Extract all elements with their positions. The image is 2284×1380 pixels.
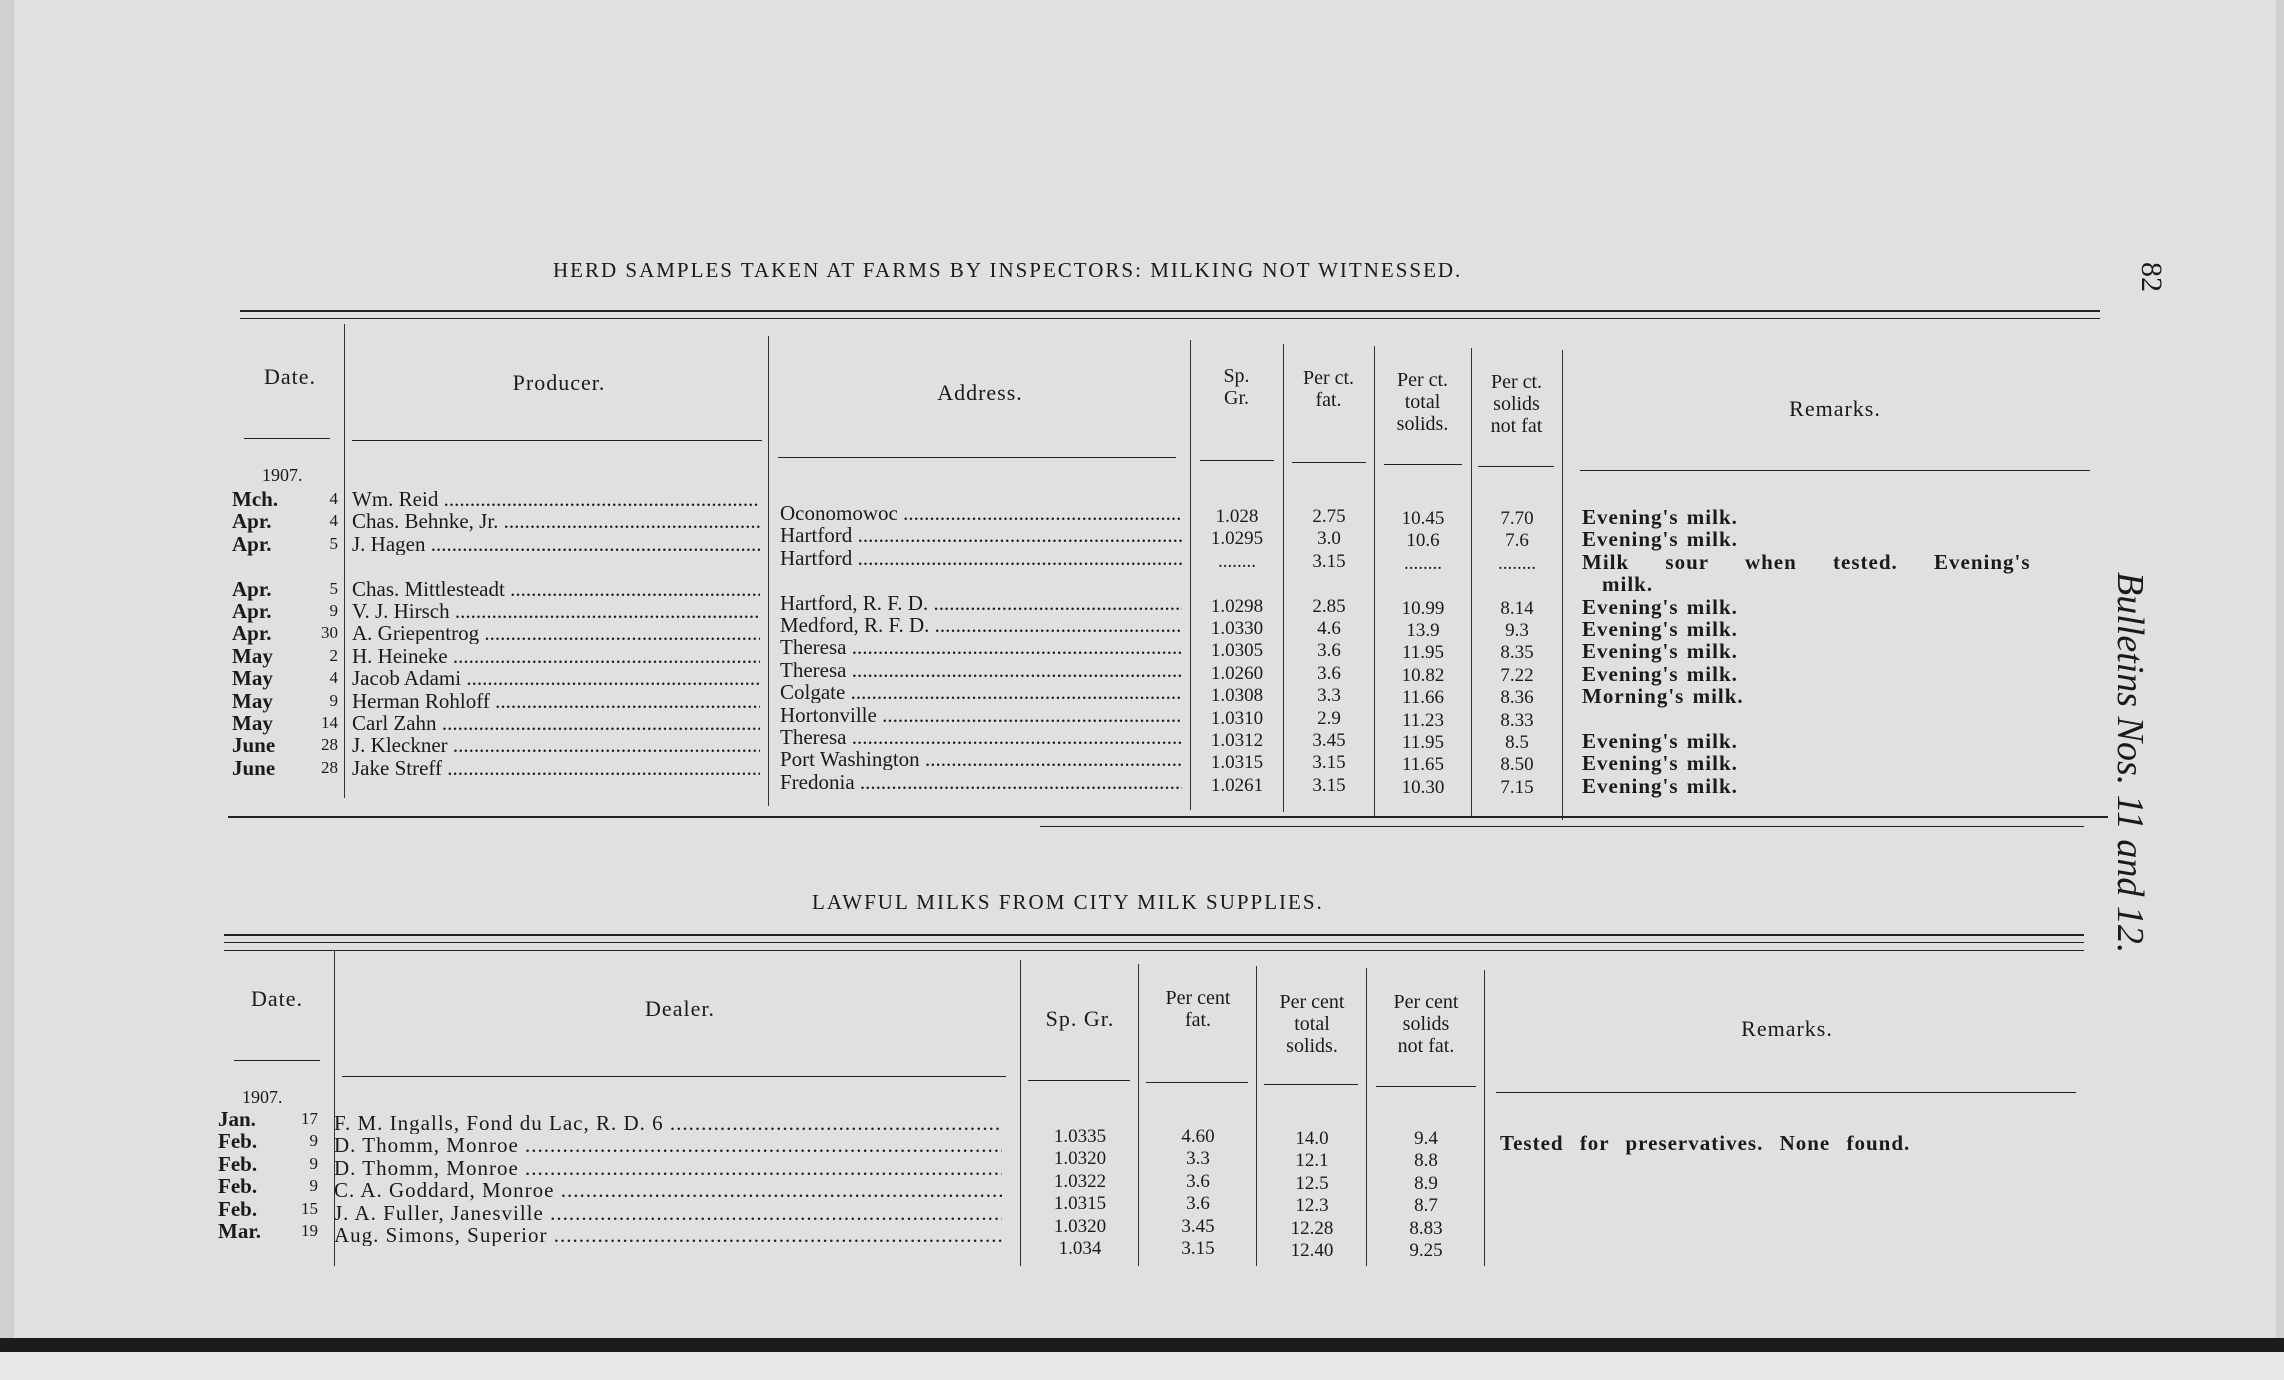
lawful-header-fat-2: fat. — [1184, 1009, 1212, 1031]
herd-row-day: 4 — [329, 668, 338, 688]
lawful-header-underline-spgr — [1028, 1080, 1130, 1081]
herd-row-address: Hortonville ..... — [780, 704, 1182, 726]
lawful-year: 1907. — [242, 1087, 283, 1107]
page-number: 82 — [2135, 262, 2168, 292]
herd-row-month: Apr. — [232, 621, 272, 646]
herd-header-remarks: Remarks. — [1789, 396, 1881, 421]
herd-row-day: 28 — [321, 735, 338, 755]
herd-row-month: May — [232, 711, 273, 735]
herd-row-address: Medford, R. F. D. ..... — [780, 614, 1182, 636]
herd-row-snf: 7.22 — [1500, 664, 1534, 686]
herd-header-snf-3: not fat — [1490, 415, 1543, 437]
lawful-col-sep-fat — [1256, 966, 1257, 1266]
lawful-row-dealer: D. Thomm, Monroe ..... — [334, 1134, 1002, 1156]
herd-row-fat: 3.6 — [1317, 662, 1341, 684]
herd-header-producer: Producer. — [512, 370, 606, 395]
herd-row-day: 4 — [329, 511, 338, 531]
lawful-row-remarks: Tested for preservatives. None found. — [1500, 1131, 1911, 1155]
lawful-row-fat: 3.15 — [1181, 1238, 1215, 1259]
herd-row-month: June — [232, 755, 276, 780]
lawful-header-date: Date. — [250, 986, 304, 1011]
lawful-header-total-1: Per cent — [1279, 991, 1345, 1013]
herd-header-underline-fat — [1292, 462, 1366, 463]
lawful-row-month: Feb. — [218, 1151, 258, 1176]
lawful-row-dealer: J. A. Fuller, Janesville ..... — [334, 1202, 1002, 1224]
herd-row-producer: J. Hagen ..... — [352, 533, 760, 555]
lawful-header-snf-3: not fat. — [1397, 1035, 1455, 1057]
herd-row-address: Oconomowoc ..... — [780, 502, 1182, 524]
herd-row-total: 11.95 — [1401, 642, 1445, 664]
herd-col-sep-date — [344, 324, 345, 798]
herd-table-title: HERD SAMPLES TAKEN AT FARMS BY INSPECTORS: MILKING NOT WITNESSED. — [553, 258, 1463, 282]
herd-header-snf-1: Per ct. — [1490, 371, 1543, 393]
herd-row-producer: A. Griepentrog ..... — [352, 622, 760, 644]
herd-row-fat: 3.0 — [1317, 528, 1341, 550]
herd-top-rule-1 — [240, 310, 2100, 312]
herd-header-total-3: solids. — [1396, 413, 1449, 435]
herd-header-total-2: total — [1404, 391, 1441, 413]
herd-row-total: 10.45 — [1401, 508, 1445, 529]
herd-col-sep-snf — [1562, 350, 1563, 820]
herd-row-snf: 7.6 — [1505, 530, 1529, 552]
lawful-row-day: 9 — [309, 1153, 318, 1173]
herd-row-month: Apr. — [232, 576, 272, 601]
herd-row-remarks: Evening's milk. — [1582, 729, 1738, 753]
lawful-header-underline-snf — [1376, 1086, 1476, 1087]
herd-row-month: Apr. — [232, 599, 272, 623]
herd-row-total: 11.65 — [1401, 754, 1445, 776]
herd-row-remarks: milk. — [1602, 572, 1654, 597]
herd-row-spgr: 1.0260 — [1210, 662, 1264, 684]
herd-row-remarks: Evening's milk. — [1582, 773, 1738, 798]
herd-row-spgr: 1.0295 — [1210, 528, 1264, 550]
herd-col-sep-producer — [768, 336, 769, 806]
herd-header-spgr-2: Gr. — [1224, 387, 1249, 409]
herd-row-spgr: 1.0298 — [1210, 595, 1264, 617]
lawful-row-spgr: 1.0315 — [1053, 1193, 1107, 1215]
herd-row-remarks: Morning's milk. — [1582, 684, 1744, 709]
herd-row-snf: 8.33 — [1500, 709, 1534, 731]
lawful-col-sep-snf — [1484, 970, 1485, 1266]
herd-header-underline-spgr — [1200, 460, 1274, 461]
lawful-row-spgr: 1.0320 — [1053, 1215, 1107, 1237]
herd-row-day: 5 — [329, 533, 338, 553]
herd-row-spgr: 1.028 — [1215, 506, 1259, 527]
lawful-row-snf: 8.83 — [1409, 1217, 1443, 1239]
lawful-row-fat: 4.60 — [1181, 1126, 1215, 1147]
lawful-row-dealer: F. M. Ingalls, Fond du Lac, R. D. 6 ..... — [334, 1112, 1002, 1134]
herd-bottom-rule — [228, 816, 2108, 818]
herd-row-snf: 8.35 — [1500, 642, 1534, 664]
lawful-header-snf-1: Per cent — [1393, 991, 1459, 1013]
lawful-row-month: Mar. — [218, 1219, 261, 1243]
herd-row-total: 10.30 — [1401, 776, 1445, 798]
lawful-row-total: 12.5 — [1295, 1172, 1329, 1194]
lawful-header-underline-dealer — [342, 1076, 1006, 1077]
herd-row-producer: V. J. Hirsch ..... — [352, 600, 760, 622]
lawful-row-total: 14.0 — [1295, 1128, 1329, 1149]
herd-header-underline-date — [244, 438, 330, 439]
herd-row-month: Apr. — [232, 531, 272, 556]
herd-row-day: 2 — [329, 645, 338, 665]
herd-row-snf: ........ — [1498, 552, 1536, 574]
herd-bottom-rule-2 — [1040, 826, 2084, 827]
lawful-header-underline-total — [1264, 1084, 1358, 1085]
herd-header-underline-address — [778, 457, 1176, 458]
herd-row-remarks: Milk sour when tested. Evening's — [1582, 549, 2031, 574]
lawful-col-sep-total — [1366, 968, 1367, 1266]
herd-row-spgr: 1.0308 — [1210, 685, 1264, 707]
lawful-row-total: 12.1 — [1295, 1150, 1329, 1172]
herd-header-total-1: Per ct. — [1396, 369, 1449, 391]
herd-row-spgr: 1.0330 — [1210, 618, 1264, 639]
herd-row-remarks: Evening's milk. — [1582, 527, 1738, 552]
herd-row-producer: Carl Zahn ..... — [352, 712, 760, 734]
herd-header-snf-2: solids — [1493, 393, 1540, 415]
herd-row-day: 14 — [321, 713, 338, 732]
herd-row-snf: 9.3 — [1505, 620, 1529, 641]
herd-row-month: June — [232, 733, 276, 758]
lawful-row-month: Jan. — [218, 1107, 256, 1131]
herd-row-fat: 2.75 — [1312, 506, 1346, 527]
herd-row-spgr: 1.0310 — [1210, 707, 1264, 729]
herd-row-fat: 3.3 — [1317, 685, 1341, 707]
herd-row-address: Hartford, R. F. D. ..... — [780, 592, 1182, 614]
herd-row-producer: Chas. Mittlesteadt ..... — [352, 578, 760, 600]
herd-row-producer: Jacob Adami ..... — [352, 667, 760, 689]
lawful-row-snf: 8.7 — [1414, 1195, 1438, 1217]
herd-row-day: 9 — [329, 690, 338, 710]
herd-row-producer: Jake Streff ..... — [352, 757, 760, 779]
herd-header-underline-producer — [352, 440, 762, 441]
lawful-header-underline-remarks — [1496, 1092, 2076, 1093]
lawful-col-sep-dealer — [1020, 960, 1021, 1266]
lawful-header-dealer: Dealer. — [645, 996, 715, 1021]
herd-header-underline-snf — [1478, 466, 1554, 467]
herd-row-spgr: 1.0305 — [1210, 640, 1264, 662]
herd-row-month: Apr. — [232, 509, 272, 534]
herd-year: 1907. — [262, 465, 303, 485]
herd-row-day: 9 — [329, 601, 338, 620]
herd-row-month: May — [232, 688, 273, 713]
lawful-header-fat-1: Per cent — [1165, 987, 1231, 1009]
running-title: Bulletins Nos. 11 and 12. — [2109, 572, 2151, 954]
herd-row-day: 30 — [321, 623, 338, 643]
herd-row-total: ........ — [1404, 552, 1442, 574]
herd-row-snf: 8.36 — [1500, 687, 1534, 709]
herd-row-spgr: 1.0261 — [1210, 774, 1264, 796]
herd-header-address: Address. — [937, 380, 1023, 405]
herd-row-address: Theresa ..... — [780, 726, 1182, 748]
herd-row-remarks: Evening's milk. — [1582, 617, 1738, 641]
lawful-row-total: 12.40 — [1290, 1240, 1334, 1261]
lawful-row-spgr: 1.0322 — [1053, 1170, 1107, 1192]
herd-row-producer: Wm. Reid ..... — [352, 488, 760, 510]
lawful-row-day: 19 — [301, 1221, 318, 1240]
herd-row-total: 13.9 — [1406, 620, 1440, 641]
herd-row-spgr: ........ — [1218, 550, 1256, 572]
lawful-row-spgr: 1.0320 — [1053, 1148, 1107, 1170]
herd-row-fat: 2.9 — [1317, 707, 1341, 729]
herd-row-total: 10.6 — [1406, 530, 1440, 552]
page-edge-shadow — [0, 1338, 2284, 1352]
lawful-top-rule-1 — [224, 934, 2084, 936]
lawful-top-rule-2 — [224, 942, 2084, 943]
lawful-row-fat: 3.3 — [1186, 1148, 1210, 1170]
herd-row-producer: H. Heineke ..... — [352, 645, 760, 667]
herd-row-fat: 4.6 — [1317, 618, 1341, 639]
lawful-row-snf: 9.25 — [1409, 1240, 1443, 1261]
lawful-row-day: 17 — [301, 1109, 318, 1128]
herd-row-snf: 7.15 — [1500, 776, 1534, 798]
herd-row-spgr: 1.0315 — [1210, 752, 1264, 774]
lawful-row-day: 15 — [301, 1198, 318, 1218]
herd-row-snf: 8.14 — [1500, 597, 1534, 619]
herd-row-total: 10.82 — [1401, 664, 1445, 686]
herd-row-remarks: Evening's milk. — [1582, 505, 1738, 529]
herd-row-snf: 8.50 — [1500, 754, 1534, 776]
lawful-row-month: Feb. — [218, 1129, 258, 1154]
herd-col-sep-address — [1190, 340, 1191, 810]
lawful-header-remarks: Remarks. — [1741, 1016, 1833, 1041]
lawful-header-snf-2: solids — [1402, 1013, 1450, 1035]
herd-header-fat-1: Per ct. — [1302, 367, 1355, 389]
herd-row-snf: 7.70 — [1500, 508, 1534, 529]
herd-row-total: 11.23 — [1401, 709, 1445, 731]
lawful-header-spgr: Sp. Gr. — [1045, 1006, 1115, 1031]
lawful-col-sep-spgr — [1138, 964, 1139, 1266]
herd-row-address: Port Washington ..... — [780, 748, 1182, 770]
herd-row-fat: 3.15 — [1312, 752, 1346, 774]
herd-row-day: 28 — [321, 757, 338, 777]
herd-row-remarks: Evening's milk. — [1582, 639, 1738, 664]
lawful-row-fat: 3.6 — [1186, 1170, 1210, 1192]
herd-row-month: May — [232, 666, 273, 691]
background-strip — [0, 1352, 2284, 1380]
herd-row-producer: Chas. Behnke, Jr. ..... — [352, 510, 760, 532]
herd-header-date: Date. — [263, 364, 317, 389]
herd-row-total: 11.95 — [1401, 732, 1445, 753]
herd-row-address: Theresa ..... — [780, 636, 1182, 658]
lawful-row-snf: 9.4 — [1414, 1128, 1438, 1149]
herd-row-total: 10.99 — [1401, 597, 1445, 619]
herd-row-day: 4 — [329, 489, 338, 508]
herd-header-underline-remarks — [1580, 470, 2090, 471]
herd-row-remarks: Evening's milk. — [1582, 594, 1738, 619]
lawful-row-fat: 3.45 — [1181, 1215, 1215, 1237]
herd-row-address: Fredonia ..... — [780, 771, 1182, 793]
lawful-header-underline-fat — [1146, 1082, 1248, 1083]
herd-row-fat: 3.15 — [1312, 774, 1346, 796]
lawful-row-fat: 3.6 — [1186, 1193, 1210, 1215]
lawful-row-snf: 8.8 — [1414, 1150, 1438, 1172]
lawful-table-title: LAWFUL MILKS FROM CITY MILK SUPPLIES. — [812, 890, 1324, 914]
herd-row-remarks: Evening's milk. — [1582, 751, 1738, 776]
lawful-header-underline-date — [234, 1060, 320, 1061]
herd-header-underline-total — [1384, 464, 1462, 465]
herd-row-address: Theresa ..... — [780, 659, 1182, 681]
herd-row-fat: 2.85 — [1312, 595, 1346, 617]
herd-row-month: May — [232, 643, 273, 668]
herd-row-snf: 8.5 — [1505, 732, 1529, 753]
lawful-row-month: Feb. — [218, 1196, 258, 1221]
herd-header-fat-2: fat. — [1315, 389, 1342, 411]
lawful-row-month: Feb. — [218, 1174, 258, 1199]
herd-row-month: Mch. — [232, 487, 279, 511]
lawful-row-day: 9 — [309, 1131, 318, 1151]
lawful-header-total-2: total — [1294, 1013, 1330, 1035]
lawful-row-dealer: C. A. Goddard, Monroe ..... — [334, 1179, 1002, 1201]
herd-row-spgr: 1.0312 — [1210, 730, 1264, 751]
herd-row-address: Hartford ..... — [780, 547, 1182, 569]
lawful-row-total: 12.28 — [1290, 1217, 1334, 1239]
herd-row-total: 11.66 — [1401, 687, 1445, 709]
herd-row-remarks: Evening's milk. — [1582, 661, 1738, 686]
herd-row-address: Hartford ..... — [780, 524, 1182, 546]
herd-row-producer: Herman Rohloff ..... — [352, 690, 760, 712]
lawful-row-dealer: Aug. Simons, Superior ..... — [334, 1224, 1002, 1246]
lawful-row-day: 9 — [309, 1176, 318, 1196]
herd-row-fat: 3.15 — [1312, 550, 1346, 572]
herd-header-spgr-1: Sp. — [1223, 365, 1250, 387]
lawful-row-snf: 8.9 — [1414, 1172, 1438, 1194]
herd-top-rule-2 — [240, 318, 2100, 319]
herd-row-address: Colgate ..... — [780, 681, 1182, 703]
lawful-row-spgr: 1.034 — [1058, 1238, 1102, 1259]
herd-row-day: 5 — [329, 578, 338, 598]
herd-row-fat: 3.45 — [1312, 730, 1346, 751]
lawful-row-spgr: 1.0335 — [1053, 1126, 1107, 1147]
herd-row-fat: 3.6 — [1317, 640, 1341, 662]
herd-row-producer: J. Kleckner ..... — [352, 734, 760, 756]
lawful-row-total: 12.3 — [1295, 1195, 1329, 1217]
lawful-header-total-3: solids. — [1286, 1035, 1338, 1057]
lawful-row-dealer: D. Thomm, Monroe ..... — [334, 1157, 1002, 1179]
lawful-top-rule-3 — [224, 950, 2084, 951]
